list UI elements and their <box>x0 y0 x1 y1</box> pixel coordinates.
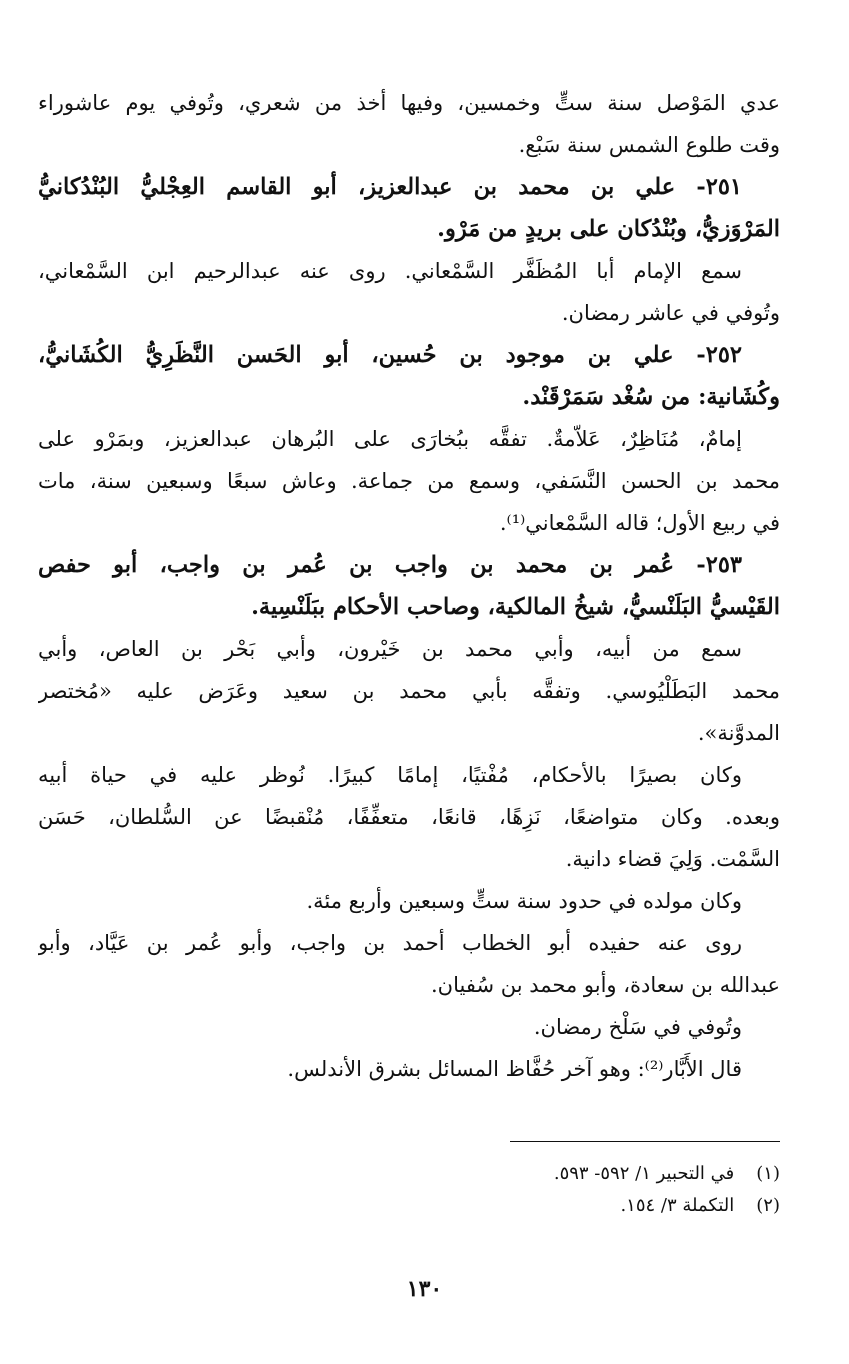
footnote-number: (٢) <box>756 1195 780 1216</box>
footnote-1 <box>380 1158 780 1190</box>
footnote-number: (١) <box>756 1163 780 1184</box>
body-line: قال الأَبَّار⁽²⁾: وهو آخر حُفَّاظ المسائل بشرق الأندلس. <box>287 1057 742 1081</box>
body-line: روى عنه حفيده أبو الخطاب أحمد بن واجب، وأبو عُمر بن عَيَّاد، وأبو <box>38 931 742 955</box>
body-line: إمامٌ، مُنَاظِرٌ، عَلاّمةٌ. تفقَّه ببُخارَى على البُرهان عبدالعزيز، وبمَرْو على <box>38 427 742 451</box>
body-line: وكان بصيرًا بالأحكام، مُفْتيًا، إمامًا كبيرًا. نُوظر عليه في حياة أبيه <box>38 763 742 787</box>
footnote-text: في التحبير ١/ ٥٩٢- ٥٩٣. <box>553 1163 735 1184</box>
entry-heading-line: القَيْسيُّ البَلَنْسيُّ، شيخُ المالكية، وصاحب الأحكام ببَلَنْسِية. <box>251 594 780 620</box>
footnote-separator <box>510 1141 780 1142</box>
body-line: في ربيع الأول؛ قاله السَّمْعاني⁽¹⁾. <box>499 511 780 535</box>
body-line: وتُوفي في سَلْخ رمضان. <box>533 1015 742 1039</box>
body-line: سمع الإمام أبا المُظَفَّر السَّمْعاني. روى عنه عبدالرحيم ابن السَّمْعاني، <box>38 259 742 283</box>
entry-heading-line: ٢٥١- علي بن محمد بن عبدالعزيز، أبو القاسم العِجْليُّ البُنْدُكانيُّ <box>38 174 742 200</box>
body-line: محمد بن الحسن النَّسَفي، وسمع من جماعة. وعاش سبعًا وسبعين سنة، مات <box>38 469 780 493</box>
entry-heading-line: ٢٥٢- علي بن موجود بن حُسين، أبو الحَسن النَّظَرِيُّ الكُشَانيُّ، <box>38 342 742 368</box>
body-line: وكان مولده في حدود سنة ستٍّ وسبعين وأربع مئة. <box>306 889 742 913</box>
body-line: عدي المَوْصل سنة ستٍّ وخمسين، وفيها أخذ من شعري، وتُوفي يوم عاشوراء <box>38 91 780 115</box>
footnotes <box>380 1158 780 1222</box>
entry-heading-line: المَرْوَزيُّ، وبُنْدُكان على بريدٍ من مَرْو. <box>437 216 780 242</box>
footnote-2 <box>380 1190 780 1222</box>
footnote-text: التكملة ٣/ ١٥٤. <box>620 1195 735 1216</box>
body-line: وبعده. وكان متواضعًا، نَزِهًا، قانعًا، متعفِّفًا، مُنْقبضًا عن السُّلطان، حَسَن <box>38 805 780 829</box>
body-line: وقت طلوع الشمس سنة سَبْع. <box>518 133 780 157</box>
body-line: عبدالله بن سعادة، وأبو محمد بن سُفيان. <box>431 973 780 997</box>
body-line: السَّمْت. وَلِيَ قضاء دانية. <box>565 847 780 871</box>
body-line: المدوَّنة». <box>697 721 780 745</box>
entry-heading-line: ٢٥٣- عُمر بن محمد بن واجب بن عُمر بن واجب، أبو حفص <box>38 552 742 578</box>
body-line: محمد البَطَلْيُوسي. وتفقَّه بأبي محمد بن سعيد وعَرَض عليه «مُختصر <box>38 679 780 703</box>
body-text <box>38 82 780 1090</box>
entry-heading-line: وكُشَانية: من سُغْد سَمَرْقَنْد. <box>522 384 780 410</box>
body-line: سمع من أبيه، وأبي محمد بن خَيْرون، وأبي بَحْر بن العاص، وأبي <box>38 637 743 661</box>
page-number: ١٣٠ <box>406 1276 443 1302</box>
body-line: وتُوفي في عاشر رمضان. <box>561 301 780 325</box>
